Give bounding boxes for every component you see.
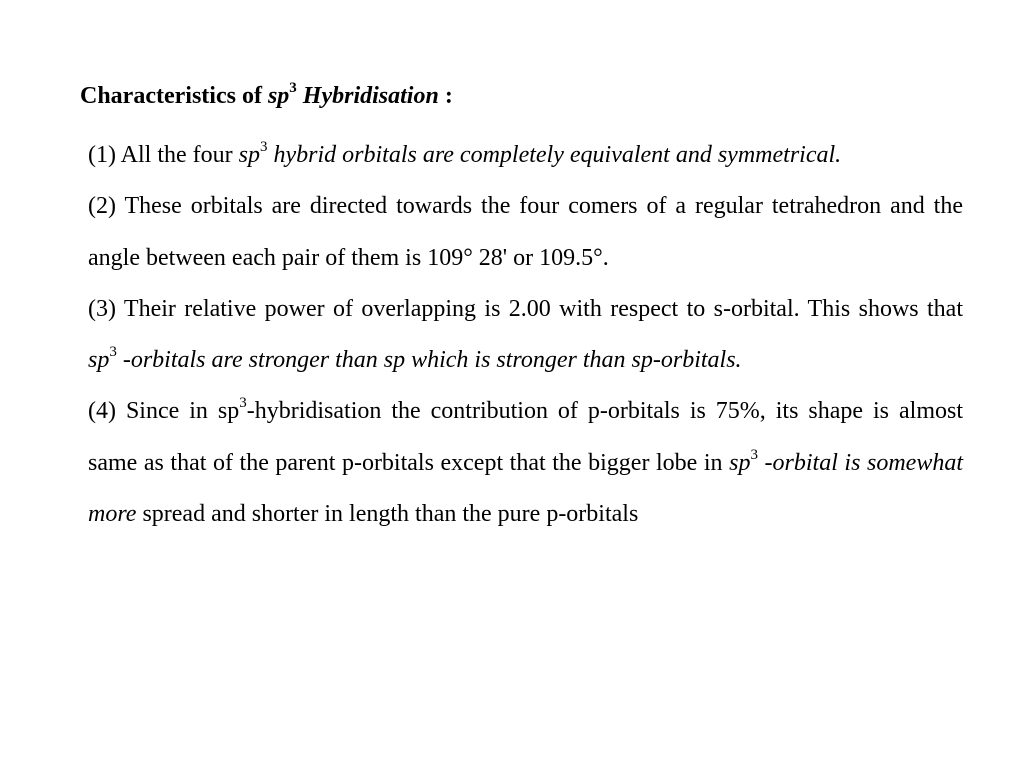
heading-term: Hybridisation [296,83,439,109]
point-4-superscript-1: 3 [239,395,247,412]
point-1-sp: sp [238,142,260,168]
point-2 [88,181,963,284]
point-1-superscript: 3 [259,139,268,155]
point-1-rest: hybrid orbitals are completely equivalent and symmetrical. [267,142,842,168]
point-4-end: spread and shorter in length than the pure p-orbitals [136,501,639,528]
point-4-lead: (4) Since in sp [88,398,240,425]
point-4 [88,386,963,540]
point-4-sp: sp [729,449,751,476]
point-1 [88,130,963,181]
heading-prefix: Characteristics of [80,83,268,109]
point-4-italic: -orbital is somewhat more [88,449,964,528]
point-2-text: (2) These orbitals are directed towards the four comers of a regular tetrahedron and the angle between each pair of them is 109° 28' or 109.5°. [88,193,963,271]
point-3 [88,284,963,387]
point-4-middle: -hybridisation the contribution of p-orbitals is 75%, its shape is almost same as that of the parent p-orbitals except that the bigger lobe in [88,398,963,476]
heading-superscript: 3 [289,80,297,96]
point-3-superscript: 3 [109,344,117,361]
point-3-lead: (3) Their relative power of overlapping is 2.00 with respect to s-orbital. This shows that [88,295,963,322]
point-3-sp: sp [88,347,110,374]
slide-heading [80,78,453,114]
point-1-lead: (1) All the four [88,142,239,168]
point-4-superscript-2: 3 [750,446,758,463]
heading-suffix: : [438,83,453,109]
points-list [88,130,963,540]
heading-sp: sp [267,83,290,109]
point-3-rest: -orbitals are stronger than sp which is stronger than sp-orbitals. [116,347,742,374]
